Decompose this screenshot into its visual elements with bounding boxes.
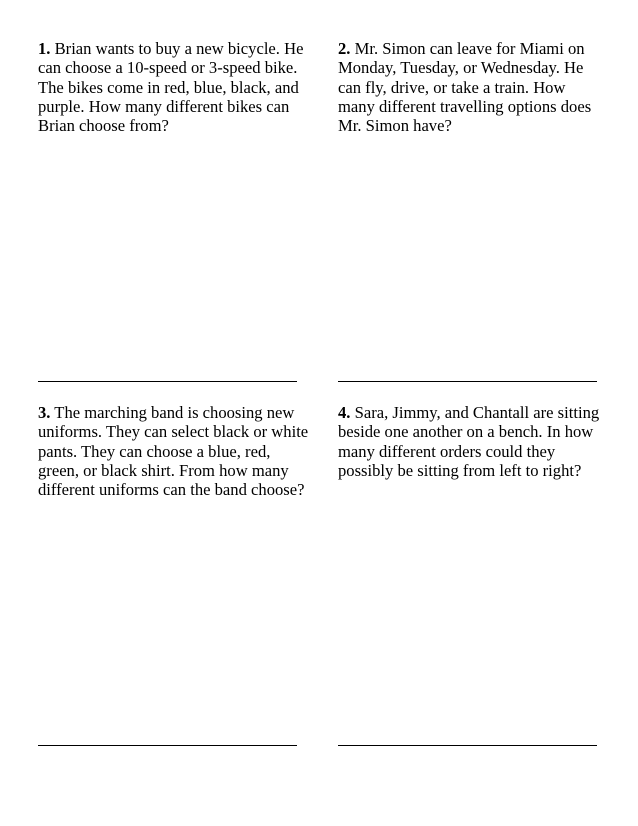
problem-1 <box>38 39 310 135</box>
problem-text: Brian wants to buy a new bicycle. He can choose a 10-speed or 3-speed bike. The bikes come in red, blue, black, and purple. How many different bikes can Brian choose from? <box>38 39 304 136</box>
problem-number: 4. <box>338 403 351 422</box>
answer-line-4 <box>338 745 597 746</box>
problem-4 <box>338 403 600 480</box>
answer-line-2 <box>338 381 597 382</box>
problem-number: 1. <box>38 39 51 58</box>
problem-text: Sara, Jimmy, and Chantall are sitting beside one another on a bench. In how many different orders could they possibly be sitting from left to right? <box>338 403 600 480</box>
problem-text: The marching band is choosing new uniforms. They can select black or white pants. They can choose a blue, red, green, or black shirt. From how many different uniforms can the band choose? <box>38 403 309 500</box>
problem-number: 2. <box>338 39 351 58</box>
problem-text: Mr. Simon can leave for Miami on Monday, Tuesday, or Wednesday. He can fly, drive, or take a train. How many different travelling options does Mr. Simon have? <box>338 39 592 136</box>
problem-number: 3. <box>38 403 51 422</box>
problem-2 <box>338 39 600 135</box>
answer-line-3 <box>38 745 297 746</box>
answer-line-1 <box>38 381 297 382</box>
problem-3 <box>38 403 310 499</box>
